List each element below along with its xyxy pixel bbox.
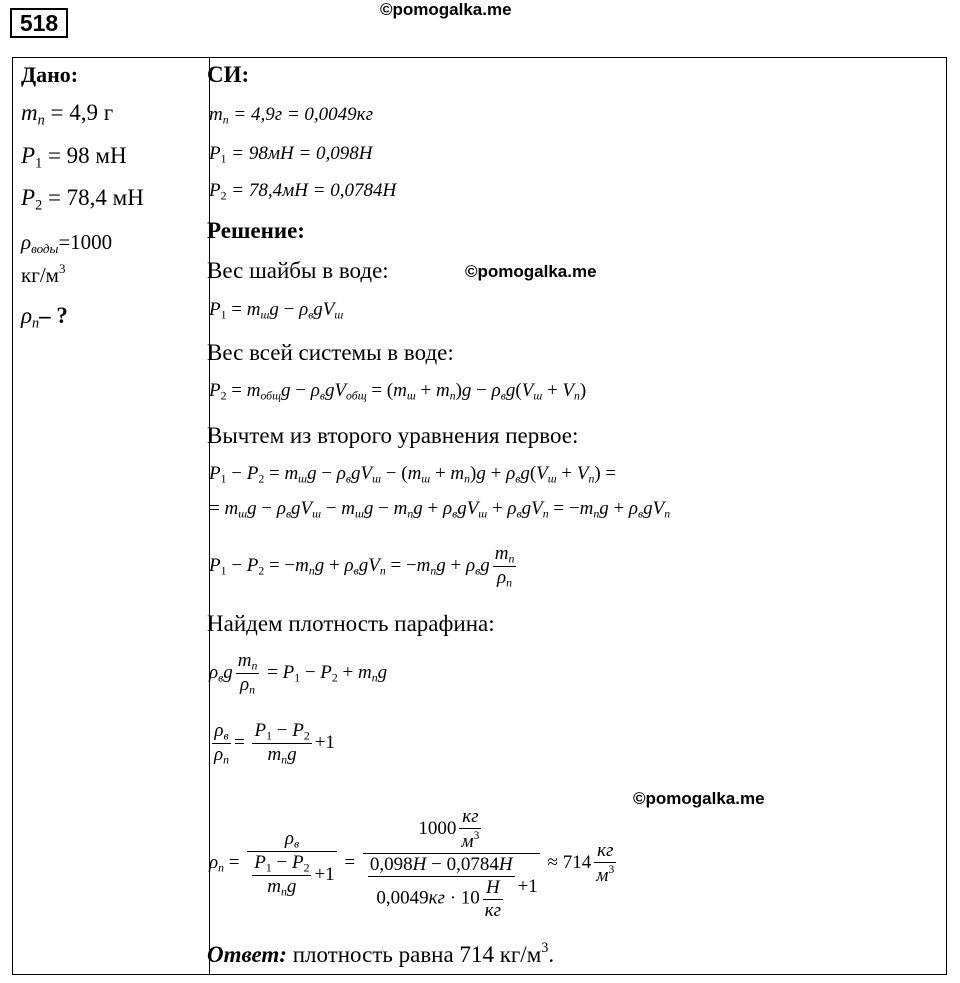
text-find-density: Найдем плотность парафина: bbox=[207, 611, 495, 636]
si-mass-value: = 4,9г = 0,0049кг bbox=[233, 104, 373, 125]
answer-label: Ответ: bbox=[207, 941, 287, 967]
text-subtract: Вычтем из второго уравнения первое: bbox=[207, 423, 579, 448]
si-p1-value: = 98мН = 0,098Н bbox=[231, 143, 373, 164]
text-puck-weight: Вес шайбы в воде: bbox=[207, 258, 389, 283]
solution-table bbox=[12, 57, 947, 975]
given-rho-units-text: кг/м bbox=[21, 263, 59, 288]
equation-5: $\rho_вg$ $\frac{m_п}{\rho_п}$ = $P_1 - P_2 + m_пg$ bbox=[209, 650, 388, 697]
problem-number: 518 bbox=[10, 8, 68, 38]
given-title: Дано: bbox=[21, 62, 79, 87]
given-find: $\rho_п-$ ? bbox=[21, 303, 68, 332]
equation-1: $P_1 = m_шg - \rho_вgV_ш$ bbox=[209, 299, 344, 322]
watermark: ©pomogalka.me bbox=[380, 0, 512, 19]
given-p2-value: = 78,4 мН bbox=[47, 185, 144, 210]
given-rho-water-units: $кг/м^3$ bbox=[21, 261, 66, 288]
equation-2: $P_2 = m_{общ}g - \rho_вgV_{общ} = (m_ш + m_п)g - \rho_вg(V_ш + V_п)$ bbox=[209, 380, 587, 403]
text-system-weight: Вес всей системы в воде: bbox=[207, 340, 454, 365]
given-p2: $P_2 = 78,4$ мН bbox=[21, 185, 144, 214]
equation-6: $\frac{\rho_в}{\rho_п}$ = $\frac{P_1 - P_2}{m_пg}$ +1 bbox=[214, 720, 335, 767]
watermark-2: ©pomogalka.me bbox=[465, 262, 597, 281]
equation-4: $P_1 - P_2 = -m_пg + \rho_вgV_п = -m_пg + \rho_вg$ $\frac{m_п}{\rho_п}$ bbox=[209, 543, 515, 590]
given-mass-value: = 4,9 г bbox=[50, 100, 114, 125]
watermark-3: ©pomogalka.me bbox=[633, 789, 765, 808]
si-mass: $m_п = 4,9г = 0,0049кг$ bbox=[209, 104, 373, 127]
solution-title: Решение: bbox=[207, 218, 305, 243]
equation-7: $\rho_п$ = $\rho_в$ $\frac{P_1 - P_2}{m_пg}$ +1 = 1000 $\frac{кг}{м^3}$ 0,098Н − 0,0784Н 0,0049кг · 10 $\frac{Н}{кг}$ +1 ≈ 714 $\frac{кг}{м^3}$ bbox=[209, 806, 615, 921]
answer-line: Ответ: плотность равна 714 $кг/м^3$. bbox=[207, 940, 555, 967]
si-p2: $P_2 = 78,4мН = 0,0784Н$ bbox=[209, 180, 397, 203]
equation-3a: $P_1 - P_2 = m_шg - \rho_вgV_ш - (m_ш + m_п)g + \rho_вg(V_ш + V_п)$ = bbox=[209, 463, 617, 486]
given-rho-water-value: =1000 bbox=[58, 230, 113, 254]
answer-text: плотность равна 714 кг/м bbox=[292, 941, 542, 967]
si-title: СИ: bbox=[207, 62, 250, 87]
given-find-text: – ? bbox=[39, 303, 68, 328]
equation-3b: = $m_шg - \rho_вgV_ш - m_шg - m_пg + \rho_вgV_ш + \rho_вgV_п = -m_пg + \rho_вgV_п$ bbox=[209, 498, 671, 521]
given-p1-value: = 98 мН bbox=[47, 143, 127, 168]
si-p1: $P_1 = 98мН = 0,098Н$ bbox=[209, 143, 373, 166]
given-p1: $P_1 = 98$ мН bbox=[21, 143, 127, 172]
given-mass: $m_п = 4,9$ г bbox=[21, 100, 114, 129]
given-rho-water: $\rho_{воды}=1000$ bbox=[21, 230, 113, 256]
si-p2-value: = 78,4мН = 0,0784Н bbox=[231, 180, 397, 201]
